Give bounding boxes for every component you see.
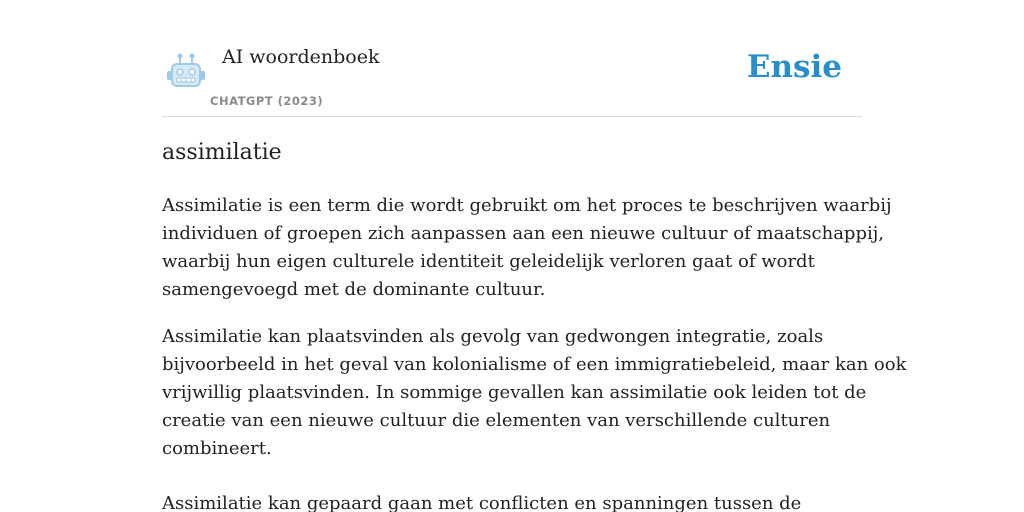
paragraph-line: samengevoegd met de dominante cultuur. xyxy=(162,279,546,300)
dictionary-header xyxy=(162,36,862,117)
robot-icon xyxy=(166,52,206,90)
paragraph-line: Assimilatie kan plaatsvinden als gevolg van gedwongen integratie, zoals xyxy=(162,326,824,347)
paragraph-line: Assimilatie kan gepaard gaan met conflicten en spanningen tussen de xyxy=(162,493,802,512)
paragraph-line: bijvoorbeeld in het geval van kolonialisme of een immigratiebeleid, maar kan ook xyxy=(162,354,907,375)
paragraph-line: vrijwillig plaatsvinden. In sommige gevallen kan assimilatie ook leiden tot de xyxy=(162,382,867,403)
paragraph-line: combineert. xyxy=(162,438,272,459)
definition-paragraph xyxy=(162,490,862,512)
paragraph-line: creatie van een nieuwe cultuur die elementen van verschillende culturen xyxy=(162,410,831,431)
paragraph-line: individuen of groepen zich aanpassen aan een nieuwe cultuur of maatschappij, xyxy=(162,223,885,244)
entry-term: assimilatie xyxy=(162,140,282,165)
definition-paragraph xyxy=(162,192,892,304)
dictionary-title[interactable]: AI woordenboek xyxy=(222,46,380,68)
paragraph-line: Assimilatie is een term die wordt gebruikt om het proces te beschrijven waarbij xyxy=(162,195,892,216)
definition-paragraph xyxy=(162,323,907,463)
paragraph-line: waarbij hun eigen culturele identiteit geleidelijk verloren gaat of wordt xyxy=(162,251,815,272)
entry-definition xyxy=(162,192,907,512)
dictionary-source: CHATGPT (2023) xyxy=(210,94,324,108)
ensie-logo[interactable]: Ensie xyxy=(746,49,842,85)
